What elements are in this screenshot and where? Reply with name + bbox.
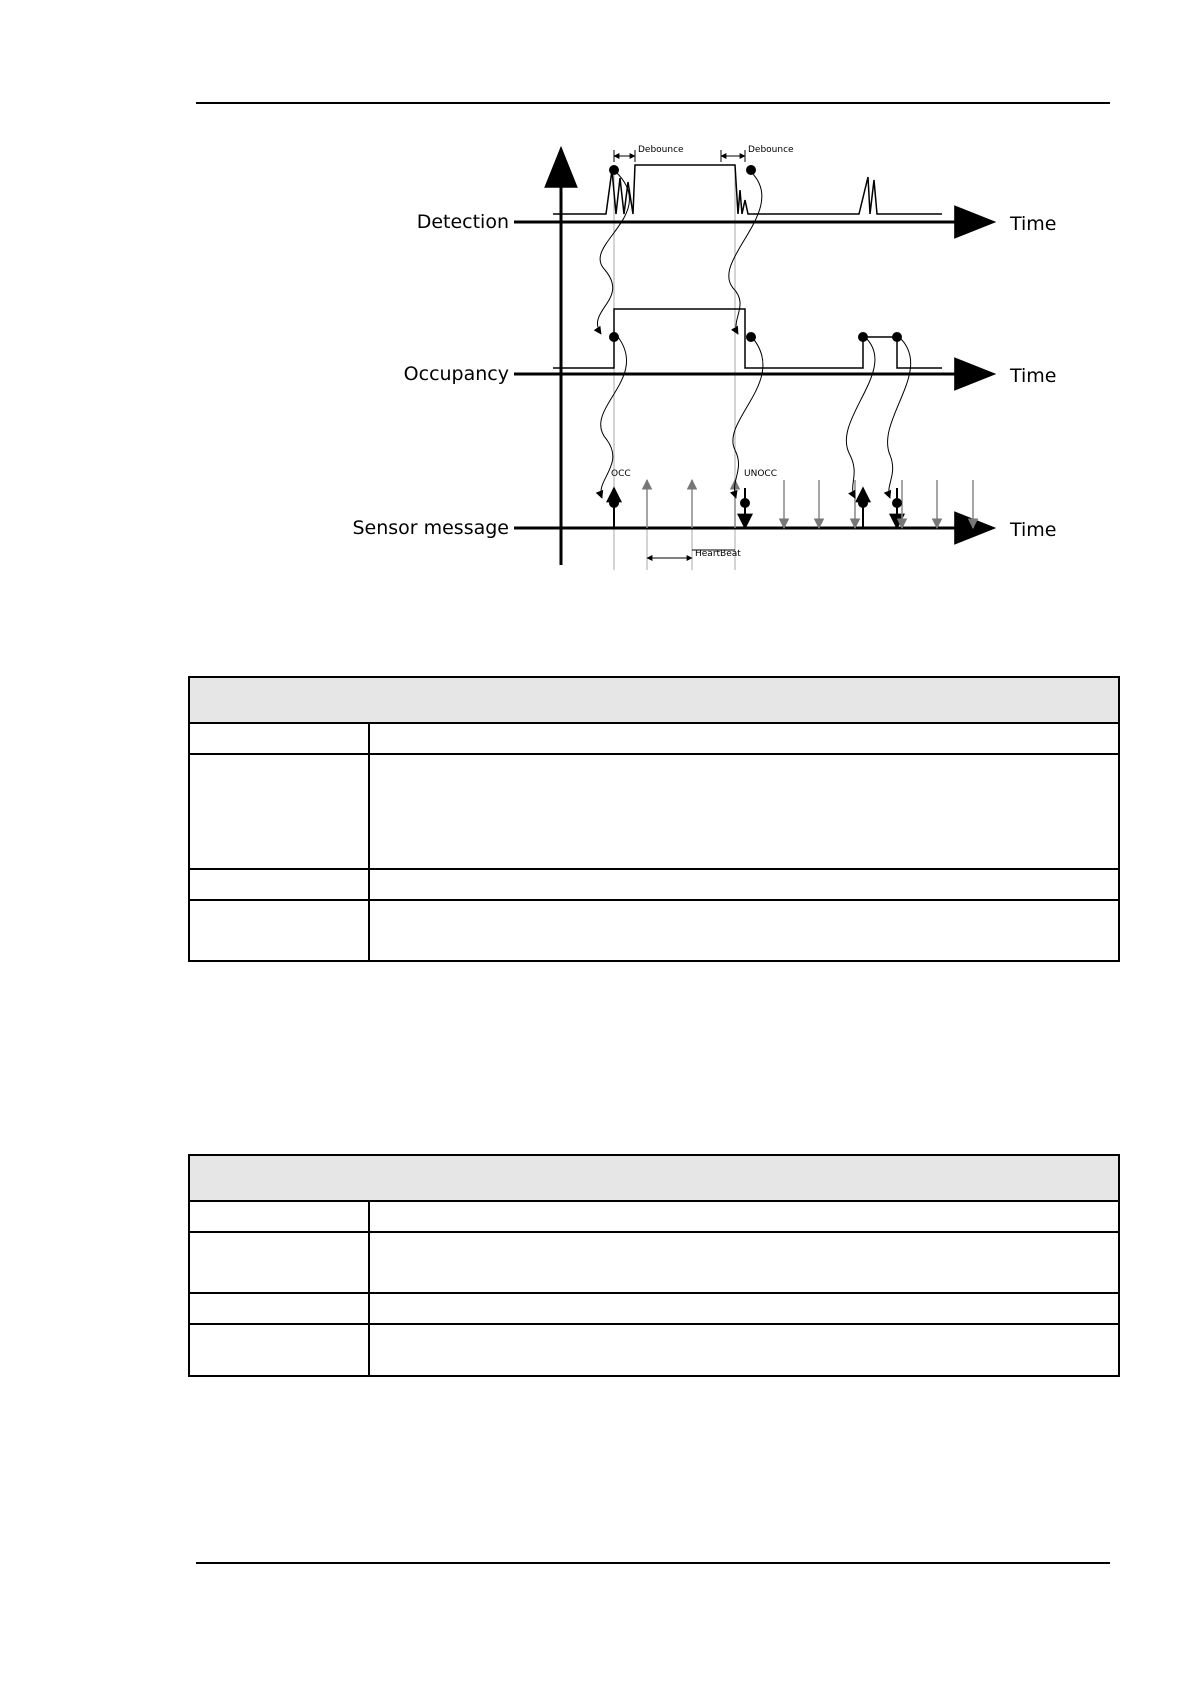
- table-2-row-1-value: [369, 1201, 1119, 1232]
- table-row: [189, 900, 1119, 961]
- occ-label: OCC: [611, 469, 631, 479]
- event-dots: [609, 165, 902, 508]
- debounce-label-2: Debounce: [748, 145, 794, 155]
- table-1-row-4-value: [369, 900, 1119, 961]
- sensor-message-label: Sensor message: [352, 517, 509, 539]
- occupancy-timing-diagram: [340, 130, 1080, 580]
- occupancy-axis-label: Time: [1010, 365, 1057, 387]
- sensor-message-axis-label: Time: [1010, 519, 1057, 541]
- table-row: [189, 1324, 1119, 1376]
- table-row: [189, 1232, 1119, 1293]
- table-1-row-3-key: [189, 869, 369, 900]
- table-2-row-4-key: [189, 1324, 369, 1376]
- guide-lines: [614, 170, 735, 570]
- table-1-row-1-key: [189, 723, 369, 754]
- header-rule: [196, 102, 1110, 104]
- detection-label: Detection: [416, 211, 509, 233]
- table-1-row-4-key: [189, 900, 369, 961]
- table-2-row-3-key: [189, 1293, 369, 1324]
- table-2-row-3-value: [369, 1293, 1119, 1324]
- table-2-header: [189, 1155, 1119, 1201]
- detection-axis-label: Time: [1010, 213, 1057, 235]
- table-row: [189, 1293, 1119, 1324]
- debounce-label-1: Debounce: [638, 145, 684, 155]
- table-2-row-1-key: [189, 1201, 369, 1232]
- table-1-row-3-value: [369, 869, 1119, 900]
- table-1-header: [189, 677, 1119, 723]
- table-row: [189, 1201, 1119, 1232]
- table-2-row-2-key: [189, 1232, 369, 1293]
- table-1-row-2-key: [189, 754, 369, 869]
- table-1-row-2-value: [369, 754, 1119, 869]
- table-2-row-2-value: [369, 1232, 1119, 1293]
- table-row: [189, 723, 1119, 754]
- heartbeat-down-arrows: [784, 480, 973, 528]
- table-2-row-4-value: [369, 1324, 1119, 1376]
- footer-rule: [196, 1562, 1110, 1564]
- table-2: [188, 1154, 1120, 1377]
- heartbeat-up-arrows: [647, 480, 735, 528]
- table-row: [189, 754, 1119, 869]
- heartbeat-label: HeartBeat: [695, 549, 741, 559]
- occupancy-label: Occupancy: [403, 363, 509, 385]
- table-row: [189, 869, 1119, 900]
- table-1: [188, 676, 1120, 962]
- unocc-label: UNOCC: [744, 469, 777, 479]
- table-1-row-1-value: [369, 723, 1119, 754]
